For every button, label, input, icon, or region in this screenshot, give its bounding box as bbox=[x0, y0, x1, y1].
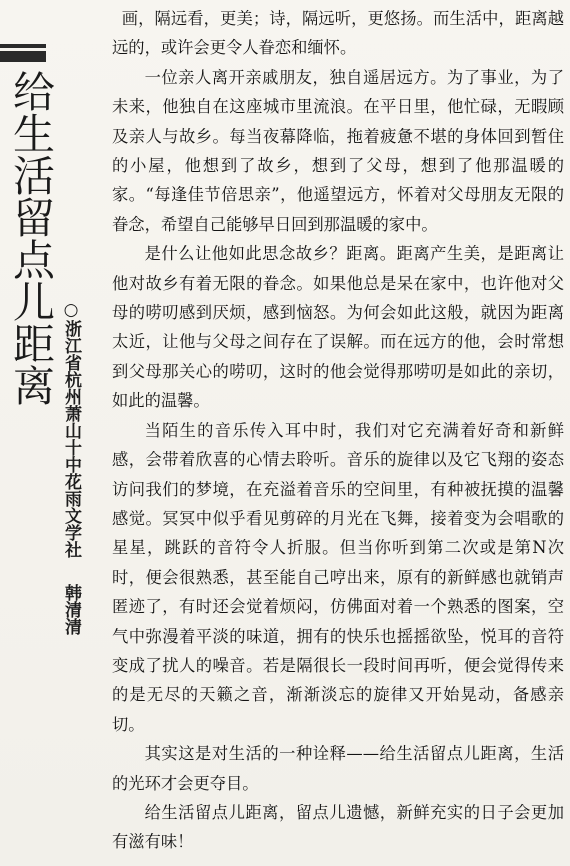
article-byline bbox=[58, 300, 82, 635]
title-column bbox=[0, 0, 100, 866]
byline-school: ○浙江省杭州萧山十中花雨文学社 bbox=[61, 300, 81, 558]
paragraph-3: 是什么让他如此思念故乡？距离。距离产生美，是距离让他对故乡有着无限的眷念。如果他总是呆在家中，也许他对父母的唠叨感到厌烦，感到恼怒。为何会如此这般，就因为距离太近，让他与父母之间存在了误解。而在远方的他，会时常想到父母那关心的唠叨，这时的他会觉得那唠叨是如此的亲切，如此的温馨。 bbox=[112, 244, 564, 411]
article-title: 给生活留点儿距离 bbox=[7, 70, 56, 406]
byline-author: 韩清清 bbox=[61, 584, 81, 635]
paragraph-4: 当陌生的音乐传入耳中时，我们对它充满着好奇和新鲜感，会带着欣喜的心情去聆听。音乐的旋律以及它飞翔的姿态访问我们的梦境，在充溢着音乐的空间里，有种被抚摸的温馨感觉。冥冥中似乎看见剪碎的月光在飞舞，接着变为会唱歌的星星，跳跃的音符令人折服。但当你听到第二次或是第N次时，便会很熟悉，甚至能自己哼出来，原有的新鲜感也就销声匿迹了，有时还会觉着烦闷，仿佛面对着一个熟悉的图案，空气中弥漫着平淡的味道，拥有的快乐也摇摇欲坠，悦耳的音符变成了扰人的噪音。若是隔很长一段时间再听，便会觉得传来的是无尽的天籁之音，渐渐淡忘的旋律又开始晃动，备感亲切。 bbox=[112, 420, 564, 734]
title-decoration-bar bbox=[0, 44, 46, 62]
paragraph-2: 一位亲人离开亲戚朋友，独自遥居远方。为了事业，为了未来，他独自在这座城市里流浪。在平日里，他忙碌，无暇顾及亲人与故乡。每当夜幕降临，拖着疲惫不堪的身体回到暂住的小屋，他想到了故乡，想到了父母，想到了他那温暖的家。“每逢佳节倍思亲”，他遥望远方，怀着对父母朋友无限的眷念，希望自己能够早日回到那温暖的家中。 bbox=[112, 67, 564, 234]
paragraph-6: 给生活留点儿距离，留点儿遗憾，新鲜充实的日子会更加有滋有味！ bbox=[112, 802, 564, 852]
paragraph-1: 画，隔远看，更美；诗，隔远听，更悠扬。而生活中，距离越远的，或许会更令人眷恋和缅怀。 bbox=[112, 9, 564, 58]
article-body bbox=[112, 4, 564, 857]
paragraph-5: 其实这是对生活的一种诠释——给生活留点儿距离，生活的光环才会更夺目。 bbox=[112, 744, 564, 793]
